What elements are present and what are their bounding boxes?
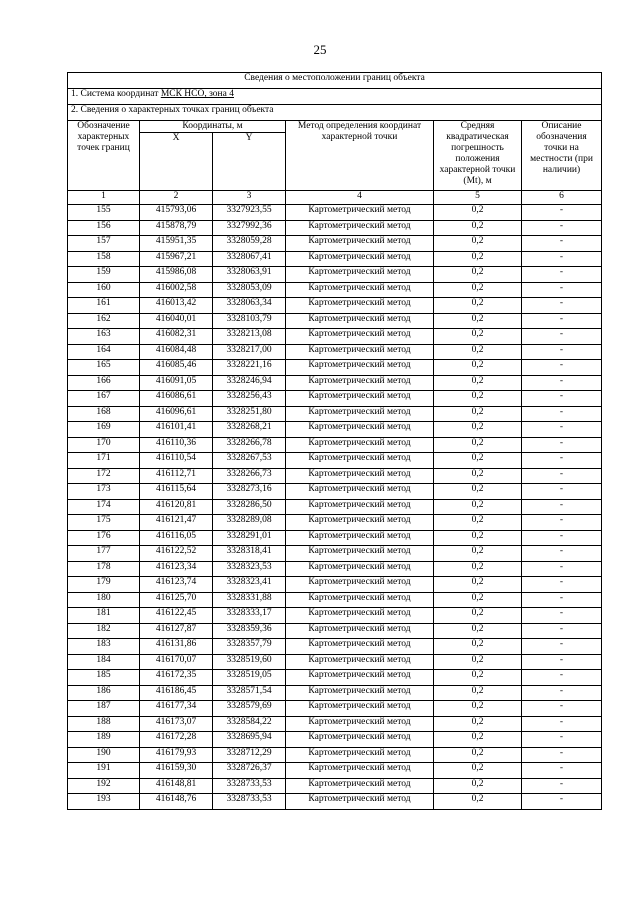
y-coordinate-cell: 3328359,36 [213, 623, 286, 639]
x-coordinate-cell: 416125,70 [140, 592, 213, 608]
error-cell: 0,2 [434, 391, 522, 407]
x-coordinate-cell: 416110,54 [140, 453, 213, 469]
header-x: X [140, 133, 213, 191]
point-number-cell: 189 [68, 732, 140, 748]
x-coordinate-cell: 416091,05 [140, 375, 213, 391]
boundary-points-table [67, 72, 602, 810]
table-row [68, 670, 602, 686]
point-number-cell: 187 [68, 701, 140, 717]
point-number-cell: 190 [68, 747, 140, 763]
y-coordinate-cell: 3328291,01 [213, 530, 286, 546]
x-coordinate-cell: 416127,87 [140, 623, 213, 639]
point-number-cell: 192 [68, 778, 140, 794]
y-coordinate-cell: 3328333,17 [213, 608, 286, 624]
description-cell: - [522, 422, 602, 438]
method-cell: Картометрический метод [286, 453, 434, 469]
y-coordinate-cell: 3328331,88 [213, 592, 286, 608]
point-number-cell: 174 [68, 499, 140, 515]
error-cell: 0,2 [434, 282, 522, 298]
description-cell: - [522, 484, 602, 500]
point-number-cell: 165 [68, 360, 140, 376]
table-row [68, 313, 602, 329]
x-coordinate-cell: 416159,30 [140, 763, 213, 779]
x-coordinate-cell: 416116,05 [140, 530, 213, 546]
description-cell: - [522, 778, 602, 794]
method-cell: Картометрический метод [286, 639, 434, 655]
description-cell: - [522, 313, 602, 329]
description-cell: - [522, 561, 602, 577]
method-cell: Картометрический метод [286, 592, 434, 608]
method-cell: Картометрический метод [286, 360, 434, 376]
method-cell: Картометрический метод [286, 251, 434, 267]
coordinate-system-line [68, 89, 602, 105]
x-coordinate-cell: 416170,07 [140, 654, 213, 670]
table-row [68, 484, 602, 500]
header-point-designation: Обозначение характерных точек границ [68, 121, 140, 191]
y-coordinate-cell: 3328289,08 [213, 515, 286, 531]
y-coordinate-cell: 3328733,53 [213, 778, 286, 794]
point-number-cell: 157 [68, 236, 140, 252]
description-cell: - [522, 251, 602, 267]
error-cell: 0,2 [434, 747, 522, 763]
method-cell: Картометрический метод [286, 685, 434, 701]
y-coordinate-cell: 3328584,22 [213, 716, 286, 732]
method-cell: Картометрический метод [286, 747, 434, 763]
description-cell: - [522, 701, 602, 717]
y-coordinate-cell: 3328266,73 [213, 468, 286, 484]
description-cell: - [522, 670, 602, 686]
description-cell: - [522, 391, 602, 407]
description-cell: - [522, 546, 602, 562]
description-cell: - [522, 344, 602, 360]
method-cell: Картометрический метод [286, 329, 434, 345]
error-cell: 0,2 [434, 515, 522, 531]
description-cell: - [522, 437, 602, 453]
method-cell: Картометрический метод [286, 577, 434, 593]
description-cell: - [522, 794, 602, 810]
column-number-row [68, 191, 602, 205]
table-row [68, 577, 602, 593]
x-coordinate-cell: 416013,42 [140, 298, 213, 314]
x-coordinate-cell: 416086,61 [140, 391, 213, 407]
method-cell: Картометрический метод [286, 267, 434, 283]
point-number-cell: 184 [68, 654, 140, 670]
description-cell: - [522, 515, 602, 531]
table-row [68, 375, 602, 391]
table-row [68, 251, 602, 267]
point-number-cell: 155 [68, 205, 140, 221]
description-cell: - [522, 453, 602, 469]
table-row [68, 608, 602, 624]
table-row [68, 282, 602, 298]
y-coordinate-cell: 3328357,79 [213, 639, 286, 655]
error-cell: 0,2 [434, 313, 522, 329]
y-coordinate-cell: 3328579,69 [213, 701, 286, 717]
x-coordinate-cell: 416173,07 [140, 716, 213, 732]
method-cell: Картометрический метод [286, 499, 434, 515]
point-number-cell: 167 [68, 391, 140, 407]
y-coordinate-cell: 3328726,37 [213, 763, 286, 779]
x-coordinate-cell: 416148,81 [140, 778, 213, 794]
table-row [68, 530, 602, 546]
y-coordinate-cell: 3328256,43 [213, 391, 286, 407]
y-coordinate-cell: 3328217,00 [213, 344, 286, 360]
y-coordinate-cell: 3328221,16 [213, 360, 286, 376]
y-coordinate-cell: 3328246,94 [213, 375, 286, 391]
error-cell: 0,2 [434, 716, 522, 732]
error-cell: 0,2 [434, 794, 522, 810]
description-cell: - [522, 375, 602, 391]
x-coordinate-cell: 416122,45 [140, 608, 213, 624]
description-cell: - [522, 732, 602, 748]
description-cell: - [522, 716, 602, 732]
point-number-cell: 191 [68, 763, 140, 779]
method-cell: Картометрический метод [286, 437, 434, 453]
description-cell: - [522, 623, 602, 639]
x-coordinate-cell: 416131,86 [140, 639, 213, 655]
x-coordinate-cell: 415793,06 [140, 205, 213, 221]
y-coordinate-cell: 3328519,05 [213, 670, 286, 686]
point-number-cell: 193 [68, 794, 140, 810]
error-cell: 0,2 [434, 298, 522, 314]
column-number: 2 [140, 191, 213, 205]
x-coordinate-cell: 416002,58 [140, 282, 213, 298]
error-cell: 0,2 [434, 267, 522, 283]
method-cell: Картометрический метод [286, 763, 434, 779]
x-coordinate-cell: 416096,61 [140, 406, 213, 422]
table-row [68, 499, 602, 515]
description-cell: - [522, 282, 602, 298]
y-coordinate-cell: 3328213,08 [213, 329, 286, 345]
point-number-cell: 163 [68, 329, 140, 345]
error-cell: 0,2 [434, 701, 522, 717]
header-y: Y [213, 133, 286, 191]
description-cell: - [522, 530, 602, 546]
x-coordinate-cell: 416085,46 [140, 360, 213, 376]
table-row [68, 236, 602, 252]
point-number-cell: 156 [68, 220, 140, 236]
point-number-cell: 188 [68, 716, 140, 732]
point-number-cell: 179 [68, 577, 140, 593]
y-coordinate-cell: 3328695,94 [213, 732, 286, 748]
y-coordinate-cell: 3328103,79 [213, 313, 286, 329]
point-number-cell: 177 [68, 546, 140, 562]
table-row [68, 639, 602, 655]
description-cell: - [522, 639, 602, 655]
coordinate-system-prefix: 1. Система координат [71, 89, 161, 99]
column-number: 6 [522, 191, 602, 205]
error-cell: 0,2 [434, 468, 522, 484]
point-number-cell: 180 [68, 592, 140, 608]
description-cell: - [522, 360, 602, 376]
method-cell: Картометрический метод [286, 561, 434, 577]
description-cell: - [522, 763, 602, 779]
method-cell: Картометрический метод [286, 391, 434, 407]
y-coordinate-cell: 3327992,36 [213, 220, 286, 236]
column-number: 4 [286, 191, 434, 205]
description-cell: - [522, 468, 602, 484]
table-row [68, 344, 602, 360]
method-cell: Картометрический метод [286, 546, 434, 562]
error-cell: 0,2 [434, 592, 522, 608]
y-coordinate-cell: 3328063,91 [213, 267, 286, 283]
description-cell: - [522, 406, 602, 422]
column-number: 1 [68, 191, 140, 205]
x-coordinate-cell: 416101,41 [140, 422, 213, 438]
error-cell: 0,2 [434, 360, 522, 376]
table-row [68, 360, 602, 376]
table-row [68, 422, 602, 438]
coordinate-system-name: МСК НСО, зона 4 [160, 89, 234, 99]
description-cell: - [522, 267, 602, 283]
table-row [68, 267, 602, 283]
x-coordinate-cell: 416172,28 [140, 732, 213, 748]
error-cell: 0,2 [434, 685, 522, 701]
table-row [68, 685, 602, 701]
point-number-cell: 166 [68, 375, 140, 391]
table-row [68, 654, 602, 670]
method-cell: Картометрический метод [286, 406, 434, 422]
table-row [68, 778, 602, 794]
point-number-cell: 173 [68, 484, 140, 500]
error-cell: 0,2 [434, 778, 522, 794]
method-cell: Картометрический метод [286, 313, 434, 329]
point-number-cell: 169 [68, 422, 140, 438]
table-row [68, 437, 602, 453]
point-number-cell: 160 [68, 282, 140, 298]
x-coordinate-cell: 415878,79 [140, 220, 213, 236]
x-coordinate-cell: 416123,74 [140, 577, 213, 593]
table-row [68, 716, 602, 732]
method-cell: Картометрический метод [286, 205, 434, 221]
y-coordinate-cell: 3328286,50 [213, 499, 286, 515]
description-cell: - [522, 298, 602, 314]
table-title: Сведения о местоположении границ объекта [68, 73, 602, 89]
y-coordinate-cell: 3328251,80 [213, 406, 286, 422]
x-coordinate-cell: 416084,48 [140, 344, 213, 360]
x-coordinate-cell: 416122,52 [140, 546, 213, 562]
y-coordinate-cell: 3328268,21 [213, 422, 286, 438]
table-row [68, 298, 602, 314]
point-number-cell: 172 [68, 468, 140, 484]
x-coordinate-cell: 416120,81 [140, 499, 213, 515]
description-cell: - [522, 499, 602, 515]
method-cell: Картометрический метод [286, 794, 434, 810]
y-coordinate-cell: 3328273,16 [213, 484, 286, 500]
table-row [68, 701, 602, 717]
description-cell: - [522, 577, 602, 593]
error-cell: 0,2 [434, 329, 522, 345]
y-coordinate-cell: 3328519,60 [213, 654, 286, 670]
point-number-cell: 162 [68, 313, 140, 329]
table-row [68, 453, 602, 469]
method-cell: Картометрический метод [286, 716, 434, 732]
method-cell: Картометрический метод [286, 670, 434, 686]
x-coordinate-cell: 415986,08 [140, 267, 213, 283]
method-cell: Картометрический метод [286, 375, 434, 391]
table-row [68, 561, 602, 577]
header-error: Средняя квадратическая погрешность положения характерной точки (Mt), м [434, 121, 522, 191]
method-cell: Картометрический метод [286, 484, 434, 500]
table-row [68, 794, 602, 810]
point-number-cell: 161 [68, 298, 140, 314]
table-row [68, 220, 602, 236]
y-coordinate-cell: 3328323,41 [213, 577, 286, 593]
point-number-cell: 164 [68, 344, 140, 360]
error-cell: 0,2 [434, 639, 522, 655]
error-cell: 0,2 [434, 732, 522, 748]
point-number-cell: 183 [68, 639, 140, 655]
table-row [68, 406, 602, 422]
description-cell: - [522, 236, 602, 252]
method-cell: Картометрический метод [286, 515, 434, 531]
method-cell: Картометрический метод [286, 344, 434, 360]
table-row [68, 592, 602, 608]
method-cell: Картометрический метод [286, 236, 434, 252]
point-number-cell: 186 [68, 685, 140, 701]
method-cell: Картометрический метод [286, 608, 434, 624]
column-number: 3 [213, 191, 286, 205]
y-coordinate-cell: 3328712,29 [213, 747, 286, 763]
point-number-cell: 168 [68, 406, 140, 422]
header-description: Описание обозначения точки на местности (при наличии) [522, 121, 602, 191]
header-method: Метод определения координат характерной точки [286, 121, 434, 191]
description-cell: - [522, 685, 602, 701]
table-row [68, 546, 602, 562]
description-cell: - [522, 329, 602, 345]
x-coordinate-cell: 415951,35 [140, 236, 213, 252]
table-row [68, 763, 602, 779]
error-cell: 0,2 [434, 546, 522, 562]
error-cell: 0,2 [434, 344, 522, 360]
y-coordinate-cell: 3328571,54 [213, 685, 286, 701]
x-coordinate-cell: 416115,64 [140, 484, 213, 500]
x-coordinate-cell: 416121,47 [140, 515, 213, 531]
error-cell: 0,2 [434, 654, 522, 670]
error-cell: 0,2 [434, 375, 522, 391]
y-coordinate-cell: 3328267,53 [213, 453, 286, 469]
point-number-cell: 178 [68, 561, 140, 577]
table-row [68, 468, 602, 484]
method-cell: Картометрический метод [286, 282, 434, 298]
description-cell: - [522, 592, 602, 608]
x-coordinate-cell: 416179,93 [140, 747, 213, 763]
point-number-cell: 170 [68, 437, 140, 453]
error-cell: 0,2 [434, 561, 522, 577]
error-cell: 0,2 [434, 236, 522, 252]
method-cell: Картометрический метод [286, 623, 434, 639]
error-cell: 0,2 [434, 499, 522, 515]
error-cell: 0,2 [434, 453, 522, 469]
table-row [68, 732, 602, 748]
error-cell: 0,2 [434, 484, 522, 500]
table-row [68, 205, 602, 221]
y-coordinate-cell: 3327923,55 [213, 205, 286, 221]
table-row [68, 515, 602, 531]
point-number-cell: 171 [68, 453, 140, 469]
page-number: 25 [313, 42, 327, 57]
method-cell: Картометрический метод [286, 732, 434, 748]
error-cell: 0,2 [434, 670, 522, 686]
x-coordinate-cell: 416123,34 [140, 561, 213, 577]
point-number-cell: 181 [68, 608, 140, 624]
point-number-cell: 175 [68, 515, 140, 531]
error-cell: 0,2 [434, 608, 522, 624]
point-number-cell: 182 [68, 623, 140, 639]
x-coordinate-cell: 416172,35 [140, 670, 213, 686]
points-section-title: 2. Сведения о характерных точках границ объекта [68, 105, 602, 121]
x-coordinate-cell: 416082,31 [140, 329, 213, 345]
y-coordinate-cell: 3328323,53 [213, 561, 286, 577]
method-cell: Картометрический метод [286, 422, 434, 438]
error-cell: 0,2 [434, 763, 522, 779]
description-cell: - [522, 205, 602, 221]
description-cell: - [522, 220, 602, 236]
table-row [68, 623, 602, 639]
y-coordinate-cell: 3328318,41 [213, 546, 286, 562]
x-coordinate-cell: 416148,76 [140, 794, 213, 810]
x-coordinate-cell: 416177,34 [140, 701, 213, 717]
point-number-cell: 159 [68, 267, 140, 283]
y-coordinate-cell: 3328733,53 [213, 794, 286, 810]
error-cell: 0,2 [434, 623, 522, 639]
method-cell: Картометрический метод [286, 701, 434, 717]
method-cell: Картометрический метод [286, 220, 434, 236]
error-cell: 0,2 [434, 205, 522, 221]
method-cell: Картометрический метод [286, 654, 434, 670]
error-cell: 0,2 [434, 577, 522, 593]
y-coordinate-cell: 3328063,34 [213, 298, 286, 314]
x-coordinate-cell: 416110,36 [140, 437, 213, 453]
description-cell: - [522, 747, 602, 763]
method-cell: Картометрический метод [286, 778, 434, 794]
method-cell: Картометрический метод [286, 530, 434, 546]
y-coordinate-cell: 3328266,78 [213, 437, 286, 453]
table-row [68, 747, 602, 763]
error-cell: 0,2 [434, 220, 522, 236]
y-coordinate-cell: 3328059,28 [213, 236, 286, 252]
x-coordinate-cell: 415967,21 [140, 251, 213, 267]
error-cell: 0,2 [434, 437, 522, 453]
description-cell: - [522, 654, 602, 670]
point-number-cell: 158 [68, 251, 140, 267]
y-coordinate-cell: 3328053,09 [213, 282, 286, 298]
x-coordinate-cell: 416186,45 [140, 685, 213, 701]
error-cell: 0,2 [434, 422, 522, 438]
error-cell: 0,2 [434, 530, 522, 546]
x-coordinate-cell: 416112,71 [140, 468, 213, 484]
method-cell: Картометрический метод [286, 298, 434, 314]
table-row [68, 391, 602, 407]
error-cell: 0,2 [434, 406, 522, 422]
y-coordinate-cell: 3328067,41 [213, 251, 286, 267]
description-cell: - [522, 608, 602, 624]
x-coordinate-cell: 416040,01 [140, 313, 213, 329]
method-cell: Картометрический метод [286, 468, 434, 484]
column-number: 5 [434, 191, 522, 205]
point-number-cell: 185 [68, 670, 140, 686]
error-cell: 0,2 [434, 251, 522, 267]
header-coordinates: Координаты, м [140, 121, 286, 133]
point-number-cell: 176 [68, 530, 140, 546]
table-row [68, 329, 602, 345]
